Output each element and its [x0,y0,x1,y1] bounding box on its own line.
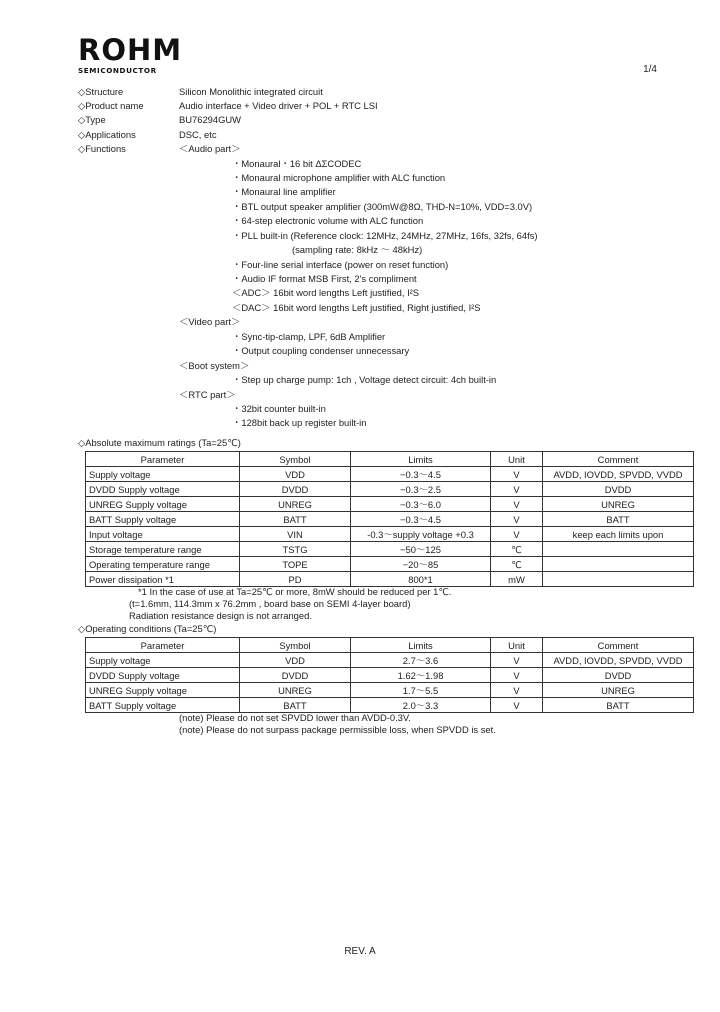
table-header-row [86,452,694,467]
table-cell: PD [240,572,351,587]
table-cell: BATT [543,512,694,527]
table-cell: Power dissipation *1 [86,572,240,587]
table-cell: V [491,668,543,683]
type-value: BU76294GUW [179,114,242,125]
audio-item: (sampling rate: 8kHz ～ 48kHz) [292,244,423,255]
abs-max-title: ◇Absolute maximum ratings (Ta=25℃) [78,437,241,448]
structure-label: ◇Structure [78,86,124,97]
product-value: Audio interface + Video driver + POL + RTC LSI [179,100,378,111]
table-cell: DVDD [240,482,351,497]
table-cell: AVDD, IOVDD, SPVDD, VVDD [543,653,694,668]
table-row [86,668,694,683]
table-cell: ℃ [491,557,543,572]
table-cell: V [491,683,543,698]
table-cell: V [491,497,543,512]
table-cell: VDD [240,467,351,482]
header-cell: Limits [351,638,491,653]
boot-heading: ＜Boot system＞ [179,360,250,371]
audio-item: ＜ADC＞ 16bit word lengths Left justified, I²S [232,287,420,298]
rtc-heading: ＜RTC part＞ [179,389,236,400]
header-cell: Comment [543,638,694,653]
audio-item: ・Monaural line amplifier [232,186,336,197]
table-row [86,527,694,542]
table-row [86,512,694,527]
table-cell: 2.7～3.6 [351,653,491,668]
table-cell: AVDD, IOVDD, SPVDD, VVDD [543,467,694,482]
table-cell: BATT Supply voltage [86,698,240,713]
table-cell: keep each limits upon [543,527,694,542]
table-cell: UNREG [240,497,351,512]
op-cond-title: ◇Operating conditions (Ta=25℃) [78,623,217,634]
video-item: ・Output coupling condenser unnecessary [232,345,410,356]
applications-label: ◇Applications [78,129,136,140]
table-cell: V [491,698,543,713]
table-cell: −0.3～6.0 [351,497,491,512]
table-cell: BATT Supply voltage [86,512,240,527]
table-cell: UNREG [543,683,694,698]
table-row [86,683,694,698]
table-cell: VDD [240,653,351,668]
structure-value: Silicon Monolithic integrated circuit [179,86,323,97]
table-cell: V [491,527,543,542]
table-row [86,467,694,482]
op-cond-note: (note) Please do not set SPVDD lower than AVDD-0.3V. [179,712,411,723]
table-cell: DVDD Supply voltage [86,668,240,683]
table-cell [543,542,694,557]
table-cell [543,572,694,587]
table-cell: V [491,512,543,527]
boot-item: ・Step up charge pump: 1ch , Voltage detect circuit: 4ch built-in [232,374,497,385]
video-heading: ＜Video part＞ [179,316,241,327]
table-cell: Storage temperature range [86,542,240,557]
table-cell: TSTG [240,542,351,557]
table-cell [543,557,694,572]
table-cell: mW [491,572,543,587]
header-cell: Symbol [240,638,351,653]
audio-item: ・PLL built-in (Reference clock: 12MHz, 24MHz, 27MHz, 16fs, 32fs, 64fs) [232,230,538,241]
header-cell: Unit [491,638,543,653]
table-cell: ℃ [491,542,543,557]
table-cell: −0.3～4.5 [351,467,491,482]
abs-max-table [85,451,694,587]
table-cell: Supply voltage [86,653,240,668]
table-cell: UNREG [240,683,351,698]
table-row [86,542,694,557]
table-cell: 1.7～5.5 [351,683,491,698]
header-cell: Unit [491,452,543,467]
audio-item: ・BTL output speaker amplifier (300mW@8Ω, THD-N=10%, VDD=3.0V) [232,201,533,212]
table-cell: UNREG [543,497,694,512]
audio-item: ・Monaural microphone amplifier with ALC function [232,172,446,183]
abs-max-note: (t=1.6mm, 114.3mm x 76.2mm , board base on SEMI 4-layer board) [129,598,411,609]
rtc-item: ・32bit counter built-in [232,403,326,414]
table-cell: 2.0～3.3 [351,698,491,713]
table-cell: Operating temperature range [86,557,240,572]
rohm-logo [78,33,183,75]
table-cell: V [491,482,543,497]
table-cell: TOPE [240,557,351,572]
table-cell: 1.62～1.98 [351,668,491,683]
table-row [86,497,694,512]
table-cell: −50～125 [351,542,491,557]
table-cell: UNREG Supply voltage [86,683,240,698]
audio-item: ＜DAC＞ 16bit word lengths Left justified, Right justified, I²S [232,302,481,313]
audio-item: ・64-step electronic volume with ALC function [232,215,424,226]
logo-name: ROHM [78,33,183,67]
audio-heading: ＜Audio part＞ [179,143,241,154]
table-cell: −0.3～4.5 [351,512,491,527]
table-cell: DVDD [543,482,694,497]
op-cond-table [85,637,694,713]
page-number: 1/4 [643,64,657,75]
table-cell: DVDD [543,668,694,683]
logo-subtitle: SEMICONDUCTOR [78,66,157,75]
table-row [86,653,694,668]
table-cell: 800*1 [351,572,491,587]
table-cell: −20～85 [351,557,491,572]
table-cell: DVDD [240,668,351,683]
table-cell: V [491,653,543,668]
type-label: ◇Type [78,114,106,125]
table-cell: BATT [543,698,694,713]
table-cell: -0.3～supply voltage +0.3 [351,527,491,542]
header-cell: Limits [351,452,491,467]
table-cell: −0.3～2.5 [351,482,491,497]
op-cond-note: (note) Please do not surpass package permissible loss, when SPVDD is set. [179,724,496,735]
header-cell: Comment [543,452,694,467]
header-cell: Parameter [86,638,240,653]
table-cell: VIN [240,527,351,542]
table-cell: BATT [240,698,351,713]
table-cell: DVDD Supply voltage [86,482,240,497]
table-cell: Input voltage [86,527,240,542]
table-row [86,557,694,572]
table-header-row [86,638,694,653]
applications-value: DSC, etc [179,129,217,140]
audio-item: ・Four-line serial interface (power on reset function) [232,259,449,270]
abs-max-note: Radiation resistance design is not arranged. [129,610,312,621]
audio-item: ・Audio IF format MSB First, 2's compliment [232,273,417,284]
rtc-item: ・128bit back up register built-in [232,417,367,428]
audio-item: ・Monaural・16 bit ΔΣCODEC [232,158,362,169]
revision-footer: REV. A [344,946,376,957]
header-cell: Parameter [86,452,240,467]
video-item: ・Sync-tip-clamp, LPF, 6dB Amplifier [232,331,386,342]
table-cell: BATT [240,512,351,527]
table-cell: Supply voltage [86,467,240,482]
table-cell: V [491,467,543,482]
header-cell: Symbol [240,452,351,467]
table-cell: UNREG Supply voltage [86,497,240,512]
functions-label: ◇Functions [78,143,126,154]
product-label: ◇Product name [78,100,144,111]
table-row [86,482,694,497]
abs-max-note: *1 In the case of use at Ta=25℃ or more, 8mW should be reduced per 1℃. [138,586,452,597]
